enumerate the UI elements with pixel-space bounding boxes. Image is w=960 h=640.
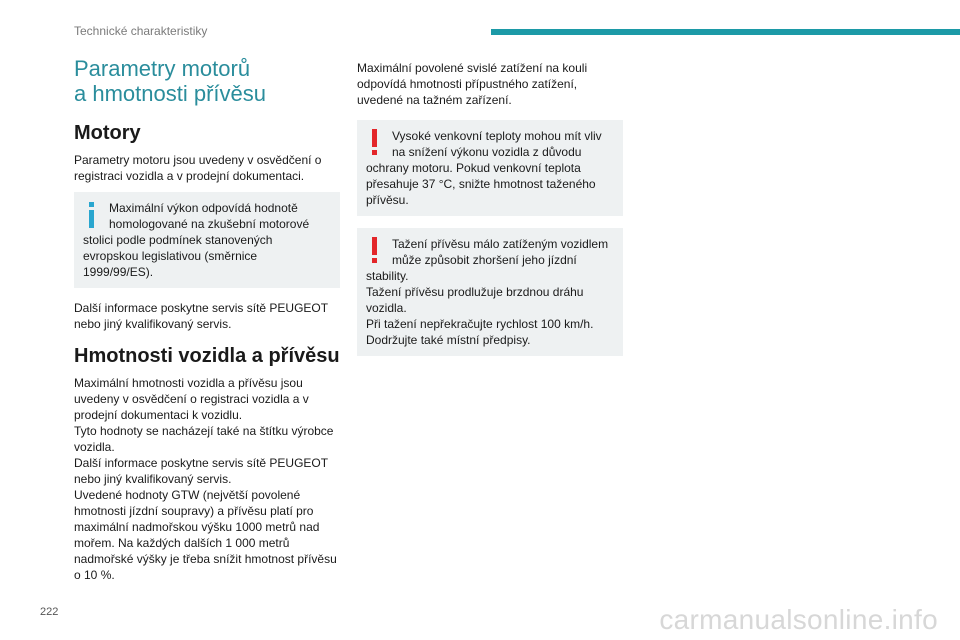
warning-note-text: Tažení přívěsu málo zatíženým vozidlem může způsobit zhoršení jeho jízdní stability. bbox=[366, 237, 609, 283]
info-note bbox=[74, 192, 340, 288]
page-title bbox=[74, 56, 340, 106]
header-accent-bar bbox=[491, 29, 960, 35]
watermark: carmanualsonline.info bbox=[659, 604, 938, 635]
warning-note-text: Při tažení nepřekračujte rychlost 100 km/h. Dodržujte také místní předpisy. bbox=[366, 317, 594, 347]
engines-more-info: Další informace poskytne servis sítě PEUGEOT nebo jiný kvalifikovaný servis. bbox=[74, 301, 328, 331]
weights-line: Maximální hmotnosti vozidla a přívěsu jsou uvedeny v osvědčení o registraci vozidla a v prodejní dokumentaci k vozidlu. bbox=[74, 376, 309, 422]
page-number: 222 bbox=[40, 606, 59, 618]
warning-icon bbox=[366, 236, 386, 266]
page-title-line1: Parametry motorů bbox=[74, 56, 251, 81]
left-column bbox=[74, 56, 340, 583]
page-title-line2: a hmotnosti přívěsu bbox=[74, 81, 266, 106]
warning-note-text: Vysoké venkovní teploty mohou mít vliv na snížení výkonu vozidla z důvodu ochrany motoru. Pokud venkovní teplota přesahuje 37 °C, snižte hmotnost taženého přívěsu. bbox=[366, 129, 602, 207]
weights-line: Tyto hodnoty se nacházejí také na štítku výrobce vozidla. bbox=[74, 424, 334, 454]
engines-heading: Motory bbox=[74, 122, 141, 144]
weights-line: Další informace poskytne servis sítě PEUGEOT nebo jiný kvalifikovaný servis. bbox=[74, 456, 328, 486]
info-note-text: Maximální výkon odpovídá hodnotě homologované na zkušební motorové stolici podle podmínek stanovených evropskou legislativou (směrnice 1999/99/ES). bbox=[83, 201, 310, 279]
weights-line: Uvedené hodnoty GTW (největší povolené hmotnosti jízdní soupravy) a přívěsu platí pro maximální nadmořskou výšku 1000 metrů nad mořem. Na každých dalších 1 000 metrů nadmořské výšky je třeba snížit hmotnost přívěsu o 10 %. bbox=[74, 488, 337, 582]
engines-intro: Parametry motoru jsou uvedeny v osvědčení o registraci vozidla a v prodejní dokumentaci. bbox=[74, 153, 322, 183]
warning-icon bbox=[366, 128, 386, 158]
warning-note-temperature bbox=[357, 120, 623, 216]
info-icon bbox=[83, 200, 103, 230]
coupling-load-intro: Maximální povolené svislé zatížení na kouli odpovídá hmotnosti přípustného zatížení, uvedené na tažném zařízení. bbox=[357, 61, 588, 107]
weights-heading: Hmotnosti vozidla a přívěsu bbox=[74, 345, 340, 367]
section-header: Technické charakteristiky bbox=[74, 24, 208, 38]
right-column bbox=[357, 60, 623, 368]
warning-note-text: Tažení přívěsu prodlužuje brzdnou dráhu vozidla. bbox=[366, 285, 584, 315]
warning-note-towing bbox=[357, 228, 623, 356]
